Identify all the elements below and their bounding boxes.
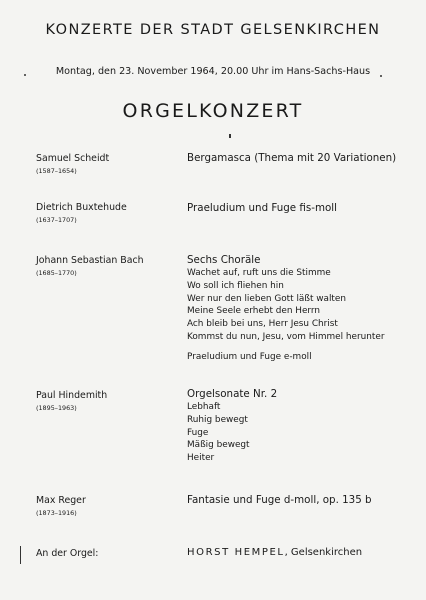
organist-name: HORST HEMPEL xyxy=(187,547,285,558)
movement-item: Mäßig bewegt xyxy=(187,440,250,451)
composer-entry xyxy=(36,201,186,225)
speck xyxy=(229,134,231,138)
work-entry xyxy=(187,493,417,507)
composer-entry xyxy=(36,152,186,176)
extra-work: Praeludium und Fuge e-moll xyxy=(187,351,312,362)
composer-years: (1587–1654) xyxy=(36,167,77,175)
work-entry xyxy=(187,201,417,215)
program-heading: KONZERTE DER STADT GELSENKIRCHEN xyxy=(45,22,381,38)
organist-location: , Gelsenkirchen xyxy=(284,547,363,558)
movement-item: Ruhig bewegt xyxy=(187,414,248,425)
chorale-item: Wer nur den lieben Gott läßt walten xyxy=(187,293,346,304)
work-title: Bergamasca (Thema mit 20 Variationen) xyxy=(187,152,397,164)
work-title: Fantasie und Fuge d-moll, op. 135 b xyxy=(187,494,372,506)
composer-name: Johann Sebastian Bach xyxy=(36,255,144,266)
chorale-item: Ach bleib bei uns, Herr Jesu Christ xyxy=(187,319,338,330)
movement-item: Fuge xyxy=(187,427,209,438)
composer-years: (1873–1916) xyxy=(36,509,77,517)
margin-mark xyxy=(20,546,21,564)
concert-title: ORGELKONZERT xyxy=(122,100,304,122)
work-title: Orgelsonate Nr. 2 xyxy=(187,388,278,400)
speck xyxy=(24,74,26,76)
composer-years: (1637–1707) xyxy=(36,216,77,224)
chorale-item: Wo soll ich fliehen hin xyxy=(187,280,284,291)
date-line: Montag, den 23. November 1964, 20.00 Uhr im Hans-Sachs-Haus xyxy=(55,66,371,77)
composer-years: (1895–1963) xyxy=(36,404,77,412)
work-entry xyxy=(187,387,417,465)
chorale-item: Meine Seele erhebt den Herrn xyxy=(187,306,321,317)
organist xyxy=(187,547,362,558)
movement-item: Heiter xyxy=(187,453,215,464)
composer-name: Samuel Scheidt xyxy=(36,153,110,164)
chorale-item: Wachet auf, ruft uns die Stimme xyxy=(187,268,331,278)
work-title: Sechs Choräle xyxy=(187,254,261,266)
composer-name: Dietrich Buxtehude xyxy=(36,202,127,213)
work-title: Praeludium und Fuge fis-moll xyxy=(187,202,338,214)
organist-label: An der Orgel: xyxy=(36,548,99,559)
composer-years: (1685–1770) xyxy=(36,269,77,277)
speck xyxy=(380,75,382,77)
chorale-item: Kommst du nun, Jesu, vom Himmel herunter xyxy=(187,331,385,342)
composer-entry xyxy=(36,254,186,278)
composer-name: Paul Hindemith xyxy=(36,390,108,401)
composer-entry xyxy=(36,494,186,518)
composer-entry xyxy=(36,389,186,413)
movement-item: Lebhaft xyxy=(187,402,221,412)
work-entry xyxy=(187,253,417,364)
composer-name: Max Reger xyxy=(36,495,86,506)
work-entry xyxy=(187,151,417,165)
